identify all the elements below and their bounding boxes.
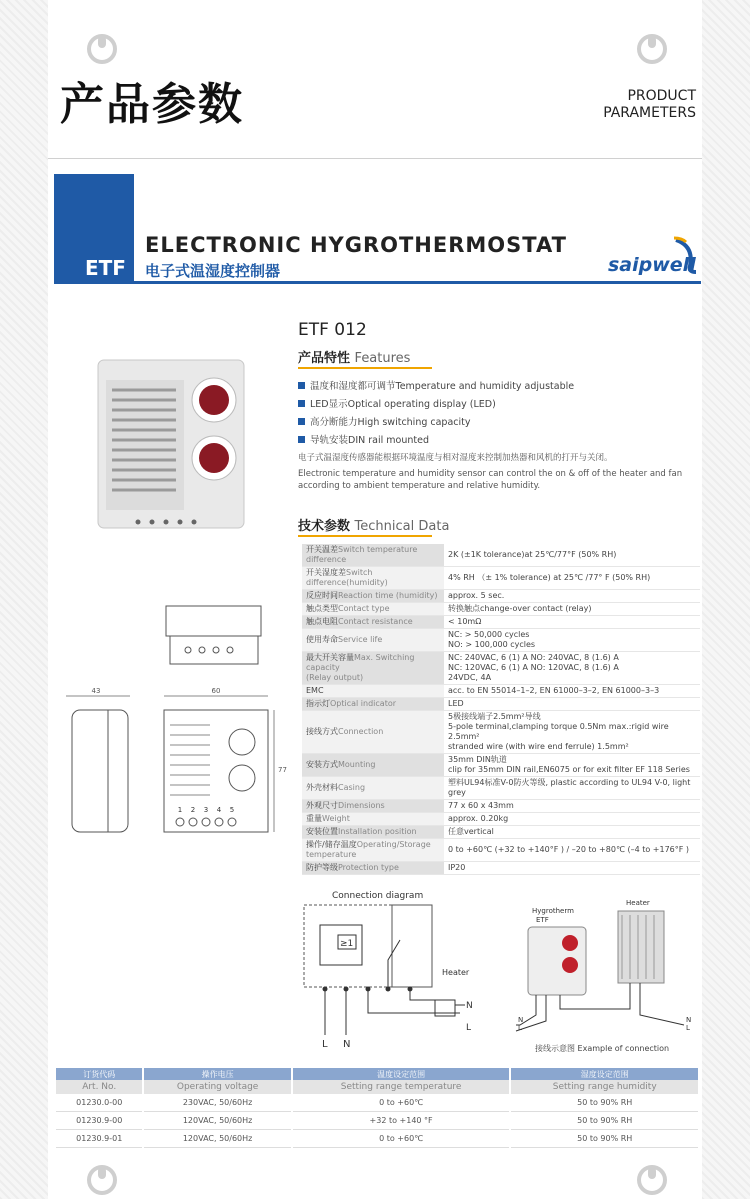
brand-swoosh-icon [672,236,698,274]
neutral-label: N [343,1039,351,1050]
spec-value: LED [444,698,700,711]
spec-key [302,590,444,603]
order-row [56,1130,698,1148]
feature-item: LED显示Optical operating display (LED) [298,396,574,414]
dim-depth: 43 [91,687,101,695]
features-heading [298,347,410,366]
spec-value: 任意vertical [444,826,700,839]
divider [48,158,702,159]
spec-row [302,698,700,711]
spec-value: approx. 0.20kg [444,813,700,826]
terminal-label: 3 [203,806,209,814]
order-header-en: Operating voltage [144,1080,290,1094]
spec-row [302,754,700,777]
spec-key [302,616,444,629]
dim-width: 60 [211,687,221,695]
order-cell: 01230.9-01 [56,1130,142,1148]
spec-key [302,826,444,839]
banner-rule [54,281,701,284]
hygrotherm-label: Hygrotherm [532,907,574,915]
spec-row [302,616,700,629]
spec-value: acc. to EN 55014–1–2, EN 61000–3–2, EN 61000–3–3 [444,685,700,698]
subtitle-line: PRODUCT [627,88,696,104]
spec-key-cn: 开关温差 [306,545,338,554]
neutral-label: N [686,1016,692,1024]
spec-key-cn: 最大开关容量 [306,653,354,662]
spec-key-cn: 触点类型 [306,604,338,613]
etf-badge [54,174,134,284]
feature-item: 导轨安装DIN rail mounted [298,432,574,450]
order-cell: 0 to +60℃ [293,1130,510,1148]
spec-row [302,711,700,754]
spec-value: 4% RH （± 1% tolerance) at 25℃ /77° F (50% RH) [444,567,700,590]
spec-row [302,813,700,826]
description-cn: 电子式温湿度传感器能根据环境温度与相对湿度来控制加热器和风机的打开与关闭。 [298,453,613,463]
order-row [56,1094,698,1112]
spec-key [302,544,444,567]
order-cell: 230VAC, 50/60Hz [144,1094,290,1112]
terminal-label: 1 [177,806,183,814]
spec-key [302,685,444,698]
spec-key-en: Contact type [338,604,390,613]
order-row [56,1112,698,1130]
spec-row [302,544,700,567]
dim-height: 77 [278,766,287,774]
line-label: L [322,1039,328,1050]
spec-key-cn: EMC [306,686,324,695]
spec-key-en: Reaction time (humidity) [338,591,438,600]
spec-row [302,826,700,839]
line-label: L [686,1024,690,1032]
spec-key-cn: 指示灯 [306,699,330,708]
order-header-cn: 温度设定范围 [293,1068,510,1080]
heater-label: Heater [626,899,650,907]
spec-key-cn: 使用寿命 [306,635,338,644]
order-cell: 50 to 90% RH [511,1130,698,1148]
order-cell: 120VAC, 50/60Hz [144,1112,290,1130]
spec-row [302,590,700,603]
subtitle-line: PARAMETERS [603,105,696,121]
neutral-label: N [466,1001,473,1011]
spec-value: 0 to +60℃ (+32 to +140°F ) / –20 to +80℃ (–4 to +176°F ) [444,839,700,862]
neutral-label: N [518,1016,524,1024]
description-en: Electronic temperature and humidity sensor can control the on & off of the heater and fan according to ambient temperature and relative humidity. [298,469,683,491]
spec-key-en: Max. Switching capacity (Relay output) [306,653,415,682]
feature-item: 温度和湿度都可调节Temperature and humidity adjustable [298,378,574,396]
order-header-en: Setting range temperature [293,1080,510,1094]
spec-key [302,813,444,826]
spec-key-en: Service life [338,635,383,644]
spec-key-en: Optical indicator [330,699,397,708]
order-cell: 50 to 90% RH [511,1094,698,1112]
order-cell: 01230.9-00 [56,1112,142,1130]
feature-list [298,378,574,450]
brand-logo: saipwell [608,254,696,276]
spec-value: 塑料UL94标准V-0防火等级, plastic according to UL94 V-0, light grey [444,777,700,800]
connection-diagram [300,885,700,1060]
tech-heading [298,515,449,534]
heater-label: Heater [442,968,470,977]
spec-value: 2K (±1K tolerance)at 25℃/77°F (50% RH) [444,544,700,567]
spec-key [302,711,444,754]
spec-value: approx. 5 sec. [444,590,700,603]
spec-key-en: Mounting [338,760,376,769]
features-heading-cn: 产品特性 [298,351,351,366]
diagram-caption: 接线示意图 Example of connection [535,1044,670,1053]
spec-key-cn: 触点电阻 [306,617,338,626]
order-cell: 0 to +60℃ [293,1094,510,1112]
spec-row [302,839,700,862]
spec-key-en: Switch temperature difference [306,545,418,564]
spec-key-en: Weight [322,814,350,823]
spec-value: < 10mΩ [444,616,700,629]
etf-label: ETF [536,916,549,924]
product-description [298,452,703,492]
model-number: ETF 012 [298,320,367,340]
spec-row [302,603,700,616]
spec-row [302,862,700,875]
spec-key [302,629,444,652]
spec-row [302,685,700,698]
order-header-cn: 订货代码 [56,1068,142,1080]
spec-key-cn: 安装方式 [306,760,338,769]
logic-gate-label: ≥1 [340,939,354,949]
tech-spec-table [302,544,700,875]
spec-key [302,839,444,862]
spec-key [302,800,444,813]
dimension-drawing [60,600,285,840]
spec-value: 77 x 60 x 43mm [444,800,700,813]
line-label: L [518,1024,522,1032]
spec-key-en: Protection type [338,863,399,872]
binder-ring-icon [637,1165,667,1195]
spec-value: 转换触点change-over contact (relay) [444,603,700,616]
spec-key [302,567,444,590]
spec-key [302,777,444,800]
spec-key-en: Dimensions [338,801,385,810]
spec-row [302,777,700,800]
spec-key-en: Operating/Storage temperature [306,840,431,859]
binder-ring-icon [637,34,667,64]
feature-item: 高分断能力High switching capacity [298,414,574,432]
spec-key-cn: 反应时间 [306,591,338,600]
spec-key-cn: 外观尺寸 [306,801,338,810]
banner-title-en: ELECTRONIC HYGROTHERMOSTAT [145,233,567,257]
order-cell: 120VAC, 50/60Hz [144,1130,290,1148]
spec-key-cn: 重量 [306,814,322,823]
heading-underline [298,367,432,369]
spec-key-en: Contact resistance [338,617,413,626]
spec-value: IP20 [444,862,700,875]
spec-key [302,698,444,711]
spec-key [302,862,444,875]
etf-code: ETF [85,256,126,280]
spec-row [302,567,700,590]
terminal-label: 2 [190,806,196,814]
spec-key-en: Connection [338,727,384,736]
binder-ring-icon [87,34,117,64]
order-cell: 01230.0-00 [56,1094,142,1112]
order-cell: +32 to +140 °F [293,1112,510,1130]
spec-row [302,652,700,685]
order-cell: 50 to 90% RH [511,1112,698,1130]
spec-key-en: Switch difference(humidity) [306,568,388,587]
spec-key-cn: 安装位置 [306,827,338,836]
terminal-label: 4 [216,806,222,814]
spec-key-en: Casing [338,783,366,792]
line-label: L [466,1023,472,1033]
order-header-cn: 操作电压 [144,1068,290,1080]
spec-key-en: Installation position [338,827,417,836]
diagram-title: Connection diagram [332,891,424,901]
order-header-en: Setting range humidity [511,1080,698,1094]
order-header-cn: 湿度设定范围 [511,1068,698,1080]
product-photo [92,350,252,535]
page-title: 产品参数 [60,79,244,130]
features-heading-en: Features [354,351,411,366]
spec-key [302,754,444,777]
order-table [54,1068,700,1148]
banner-title-cn: 电子式温湿度控制器 [145,262,281,280]
terminal-label: 5 [229,806,235,814]
binder-ring-icon [87,1165,117,1195]
order-header-en: Art. No. [56,1080,142,1094]
heading-underline [298,535,432,537]
deco-stripe [96,0,102,30]
spec-key-cn: 操作/储存温度 [306,840,357,849]
spec-key-cn: 外壳材料 [306,783,338,792]
tech-heading-en: Technical Data [354,519,450,534]
right-texture [702,0,750,1199]
tech-heading-cn: 技术参数 [298,519,351,534]
spec-key-cn: 接线方式 [306,727,338,736]
spec-key [302,652,444,685]
spec-key [302,603,444,616]
spec-key-cn: 防护等级 [306,863,338,872]
spec-value: NC: > 50,000 cycles NO: > 100,000 cycles [444,629,700,652]
spec-value: 5极接线端子2.5mm²导线 5-pole terminal,clamping torque 0.5Nm max.:rigid wire 2.5mm² stranded wire (with wire end ferrule) 1.5mm² [444,711,700,754]
left-texture [0,0,48,1199]
spec-row [302,800,700,813]
spec-value: NC: 240VAC, 6 (1) A NO: 240VAC, 8 (1.6) A NC: 120VAC, 6 (1) A NO: 120VAC, 8 (1.6) A 24VDC, 4A [444,652,700,685]
deco-stripe [648,0,654,30]
page-subtitle [603,88,696,122]
spec-key-cn: 开关湿度差 [306,568,346,577]
spec-value: 35mm DIN轨道 clip for 35mm DIN rail,EN6075 or for exit filter EF 118 Series [444,754,700,777]
spec-row [302,629,700,652]
